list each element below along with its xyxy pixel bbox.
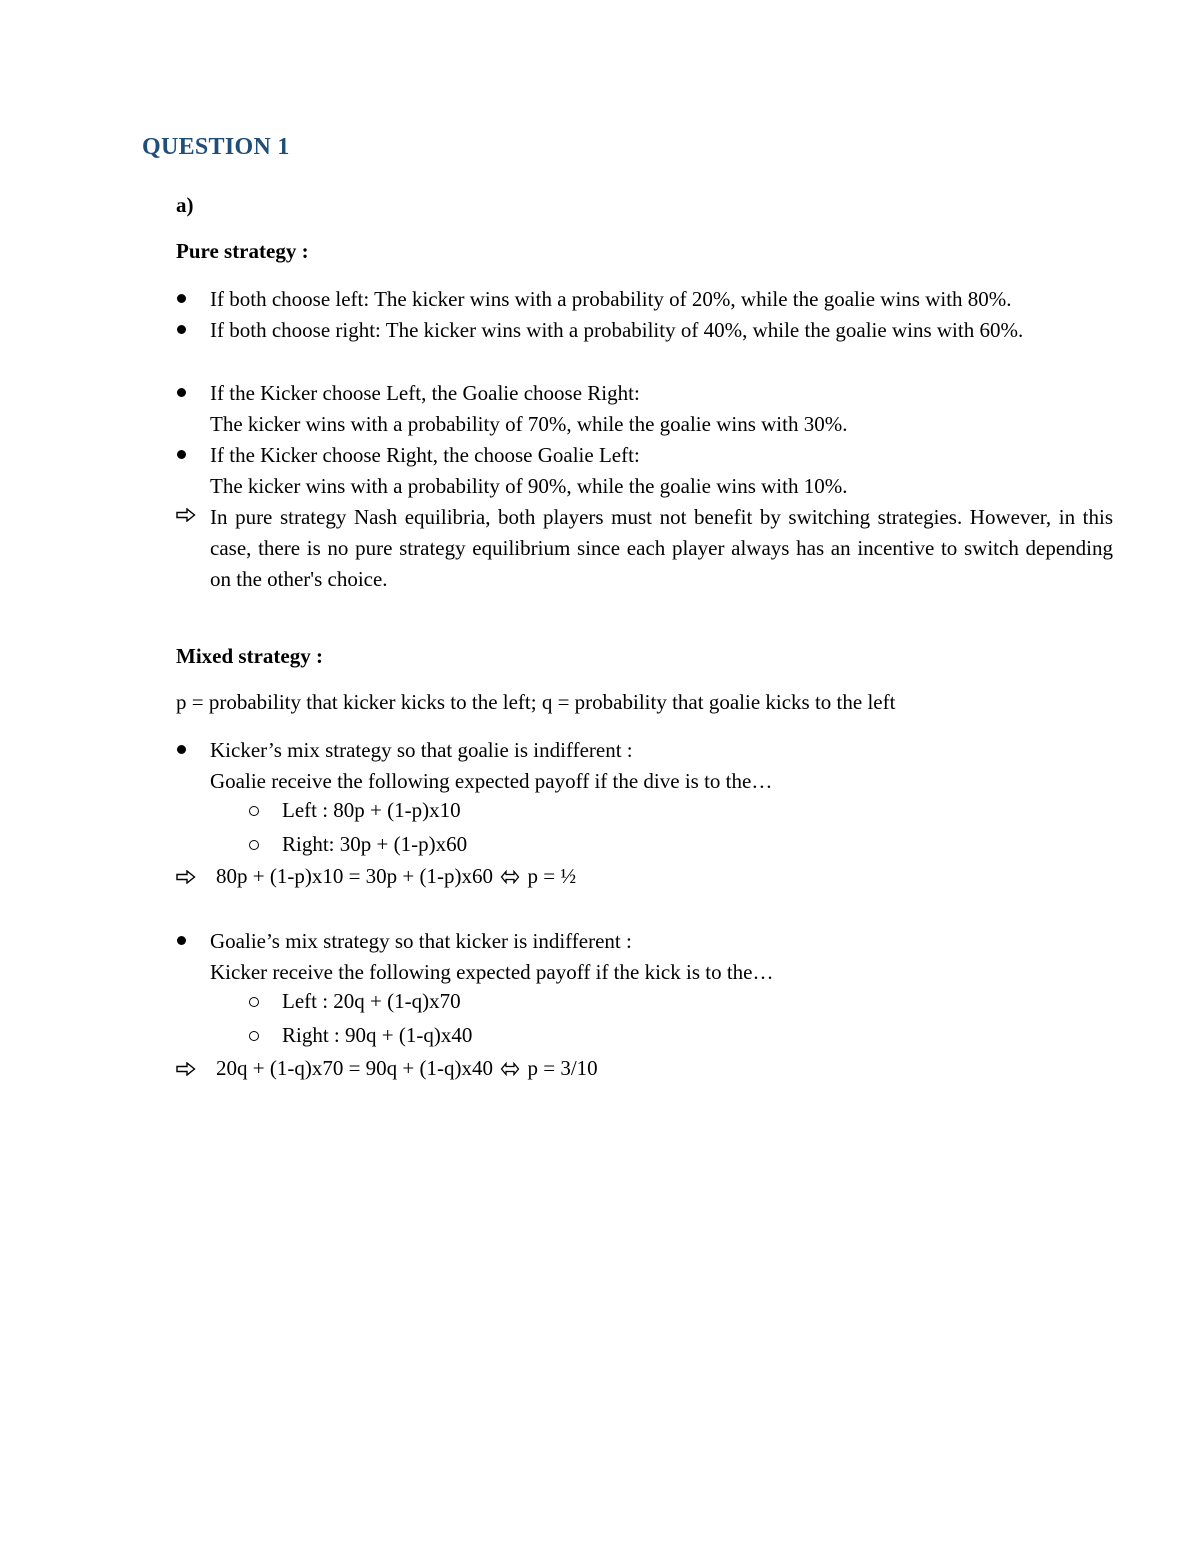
pure-conclusion: In pure strategy Nash equilibria, both players must not benefit by switching strategies. However, in this case, there is no pure strategy equilibrium since each player always has an incentive to switch depending on the other's choice. (210, 505, 1113, 591)
goalie-payoff-right: Right: 30p + (1-p)x60 (282, 832, 468, 856)
mixed-definition: p = probability that kicker kicks to the left; q = probability that goalie kicks to the left (176, 690, 896, 714)
bullet-icon (177, 450, 186, 459)
goalie-equation-rhs: p = 3/10 (527, 1056, 598, 1080)
bullet-icon (177, 745, 186, 754)
kicker-mix-intro: Goalie receive the following expected payoff if the dive is to the… (210, 769, 773, 793)
pure-bullet-kicker-right-line1: If the Kicker choose Right, the choose Goalie Left: (210, 443, 640, 467)
kicker-equation-lhs: 80p + (1-p)x10 = 30p + (1-p)x60 (216, 864, 493, 888)
iff-arrow-icon (500, 1062, 520, 1076)
pure-bullet-kicker-left-line2: The kicker wins with a probability of 70%, while the goalie wins with 30%. (210, 412, 848, 436)
pure-bullet-both-left: If both choose left: The kicker wins with a probability of 20%, while the goalie wins with 80%. (210, 287, 1012, 311)
right-arrow-icon (176, 508, 196, 522)
right-arrow-icon (176, 870, 196, 884)
pure-bullet-kicker-right-line2: The kicker wins with a probability of 90%, while the goalie wins with 10%. (210, 474, 848, 498)
kicker-payoff-right: Right : 90q + (1-q)x40 (282, 1023, 473, 1047)
pure-bullet-kicker-right (210, 440, 1113, 502)
goalie-mix-title: Goalie’s mix strategy so that kicker is indifferent : (210, 929, 632, 953)
iff-arrow-icon (500, 870, 520, 884)
bullet-icon (177, 388, 186, 397)
goalie-payoff-left: Left : 80p + (1-p)x10 (282, 798, 461, 822)
goalie-equation (216, 1056, 598, 1081)
pure-bullet-kicker-left-line1: If the Kicker choose Left, the Goalie choose Right: (210, 381, 640, 405)
goalie-mix-intro: Kicker receive the following expected payoff if the kick is to the… (210, 960, 774, 984)
right-arrow-icon (176, 1062, 196, 1076)
mixed-strategy-title: Mixed strategy : (176, 644, 323, 668)
bullet-icon (177, 936, 186, 945)
pure-strategy-title: Pure strategy : (176, 239, 309, 263)
pure-bullet-both-right: If both choose right: The kicker wins with a probability of 40%, while the goalie wins with 60%. (210, 318, 1024, 342)
part-label: a) (176, 193, 194, 217)
sub-bullet-icon (249, 806, 259, 816)
goalie-equation-lhs: 20q + (1-q)x70 = 90q + (1-q)x40 (216, 1056, 493, 1080)
bullet-icon (177, 325, 186, 334)
kicker-mix-title: Kicker’s mix strategy so that goalie is indifferent : (210, 738, 633, 762)
bullet-icon (177, 294, 186, 303)
kicker-equation-rhs: p = ½ (527, 864, 577, 888)
sub-bullet-icon (249, 840, 259, 850)
question-heading: QUESTION 1 (142, 134, 290, 160)
sub-bullet-icon (249, 1031, 259, 1041)
kicker-mix-block (210, 735, 1113, 797)
kicker-equation (216, 864, 576, 889)
goalie-mix-block (210, 926, 1113, 988)
pure-bullet-kicker-left (210, 378, 1113, 440)
sub-bullet-icon (249, 997, 259, 1007)
kicker-payoff-left: Left : 20q + (1-q)x70 (282, 989, 461, 1013)
